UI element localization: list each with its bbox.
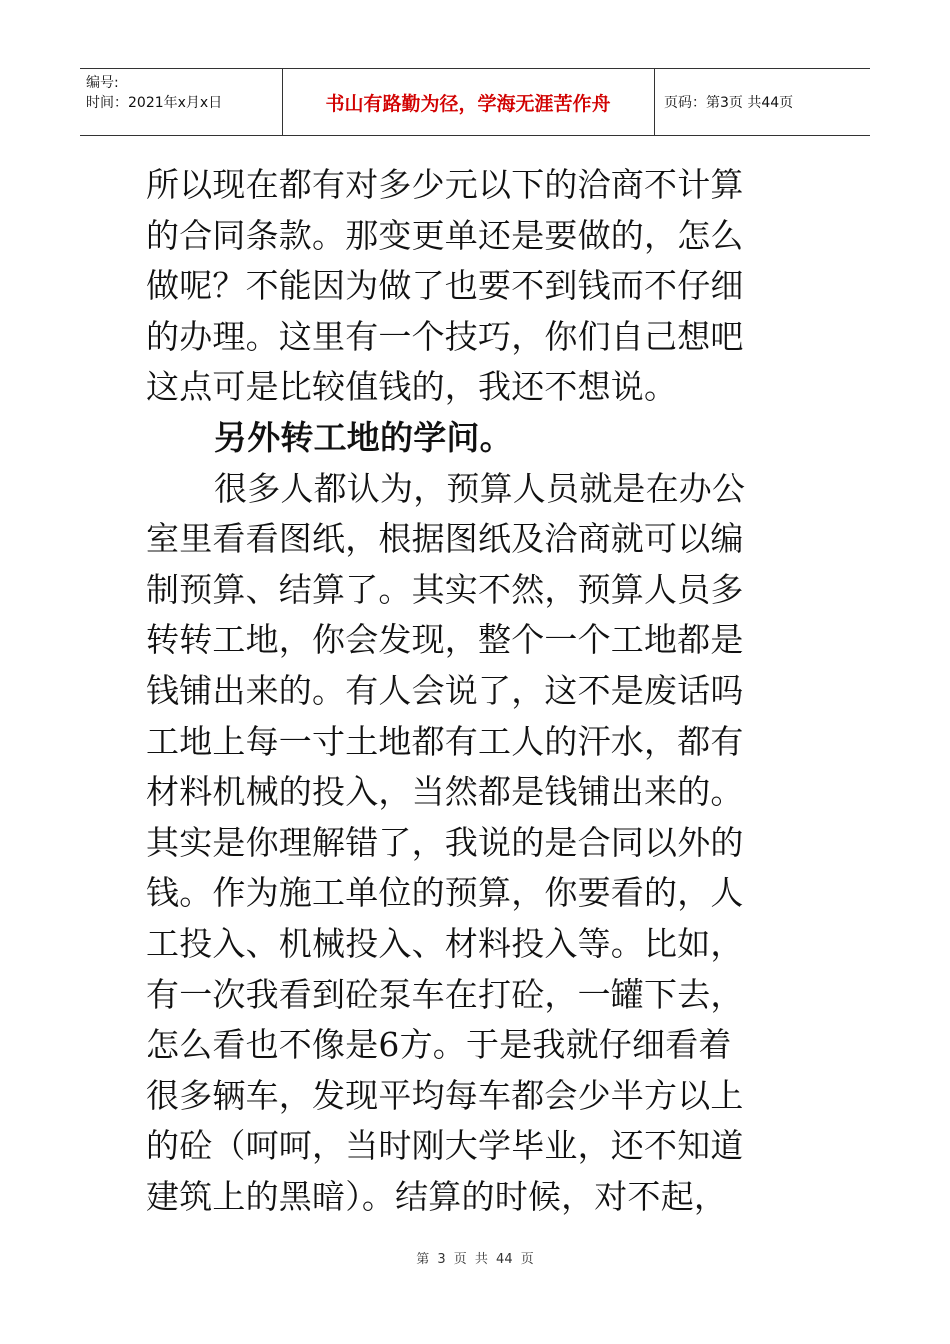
body-line: 其实是你理解错了，我说的是合同以外的: [146, 822, 744, 862]
page-footer: 第 3 页 共 44 页: [416, 1252, 534, 1267]
section-heading: 另外转工地的学问。: [214, 417, 513, 457]
body-line: 钱。作为施工单位的预算，你要看的，人: [146, 873, 744, 913]
body-line: 怎么看也不像是6方。于是我就仔细看着: [146, 1025, 732, 1065]
body-line: 的砼（呵呵，当时刚大学毕业，还不知道: [146, 1126, 744, 1166]
body-line: 很多辆车，发现平均每车都会少半方以上: [146, 1075, 744, 1115]
body-line: 所以现在都有对多少元以下的洽商不计算: [146, 165, 744, 204]
body-line: 有一次我看到砼泵车在打砼，一罐下去，: [146, 974, 744, 1014]
body-line: 建筑上的黑暗）。结算的时候，对不起，: [146, 1176, 728, 1216]
document-number-label: 编号:: [86, 75, 119, 91]
body-line: 钱铺出来的。有人会说了，这不是废话吗: [146, 670, 744, 710]
body-line: 的合同条款。那变更单还是要做的，怎么: [146, 215, 744, 255]
body-line: 很多人都认为，预算人员就是在办公: [214, 468, 746, 508]
body-line: 制预算、结算了。其实不然，预算人员多: [146, 569, 744, 609]
body-line: 这点可是比较值钱的，我还不想说。: [146, 367, 678, 407]
body-line: 工地上每一寸土地都有工人的汗水，都有: [146, 721, 744, 761]
header-page-info: 页码：第3页 共44页: [664, 95, 794, 111]
body-line: 工投入、机械投入、材料投入等。比如，: [146, 923, 744, 963]
document-body: [146, 160, 816, 1222]
page-header: [80, 68, 870, 136]
body-line: 做呢？不能因为做了也要不到钱而不仔细: [146, 266, 744, 306]
header-meta: [86, 73, 222, 113]
header-motto: 书山有路勤为径，学海无涯苦作舟: [325, 92, 611, 115]
document-date: 时间：2021年x月x日: [86, 95, 223, 111]
header-divider: [654, 69, 655, 135]
body-line: 转转工地，你会发现，整个一个工地都是: [146, 620, 744, 660]
body-line: 材料机械的投入，当然都是钱铺出来的。: [146, 772, 744, 812]
body-line: 室里看看图纸，根据图纸及洽商就可以编: [146, 519, 744, 559]
body-line: 的办理。这里有一个技巧，你们自己想吧: [146, 316, 744, 356]
